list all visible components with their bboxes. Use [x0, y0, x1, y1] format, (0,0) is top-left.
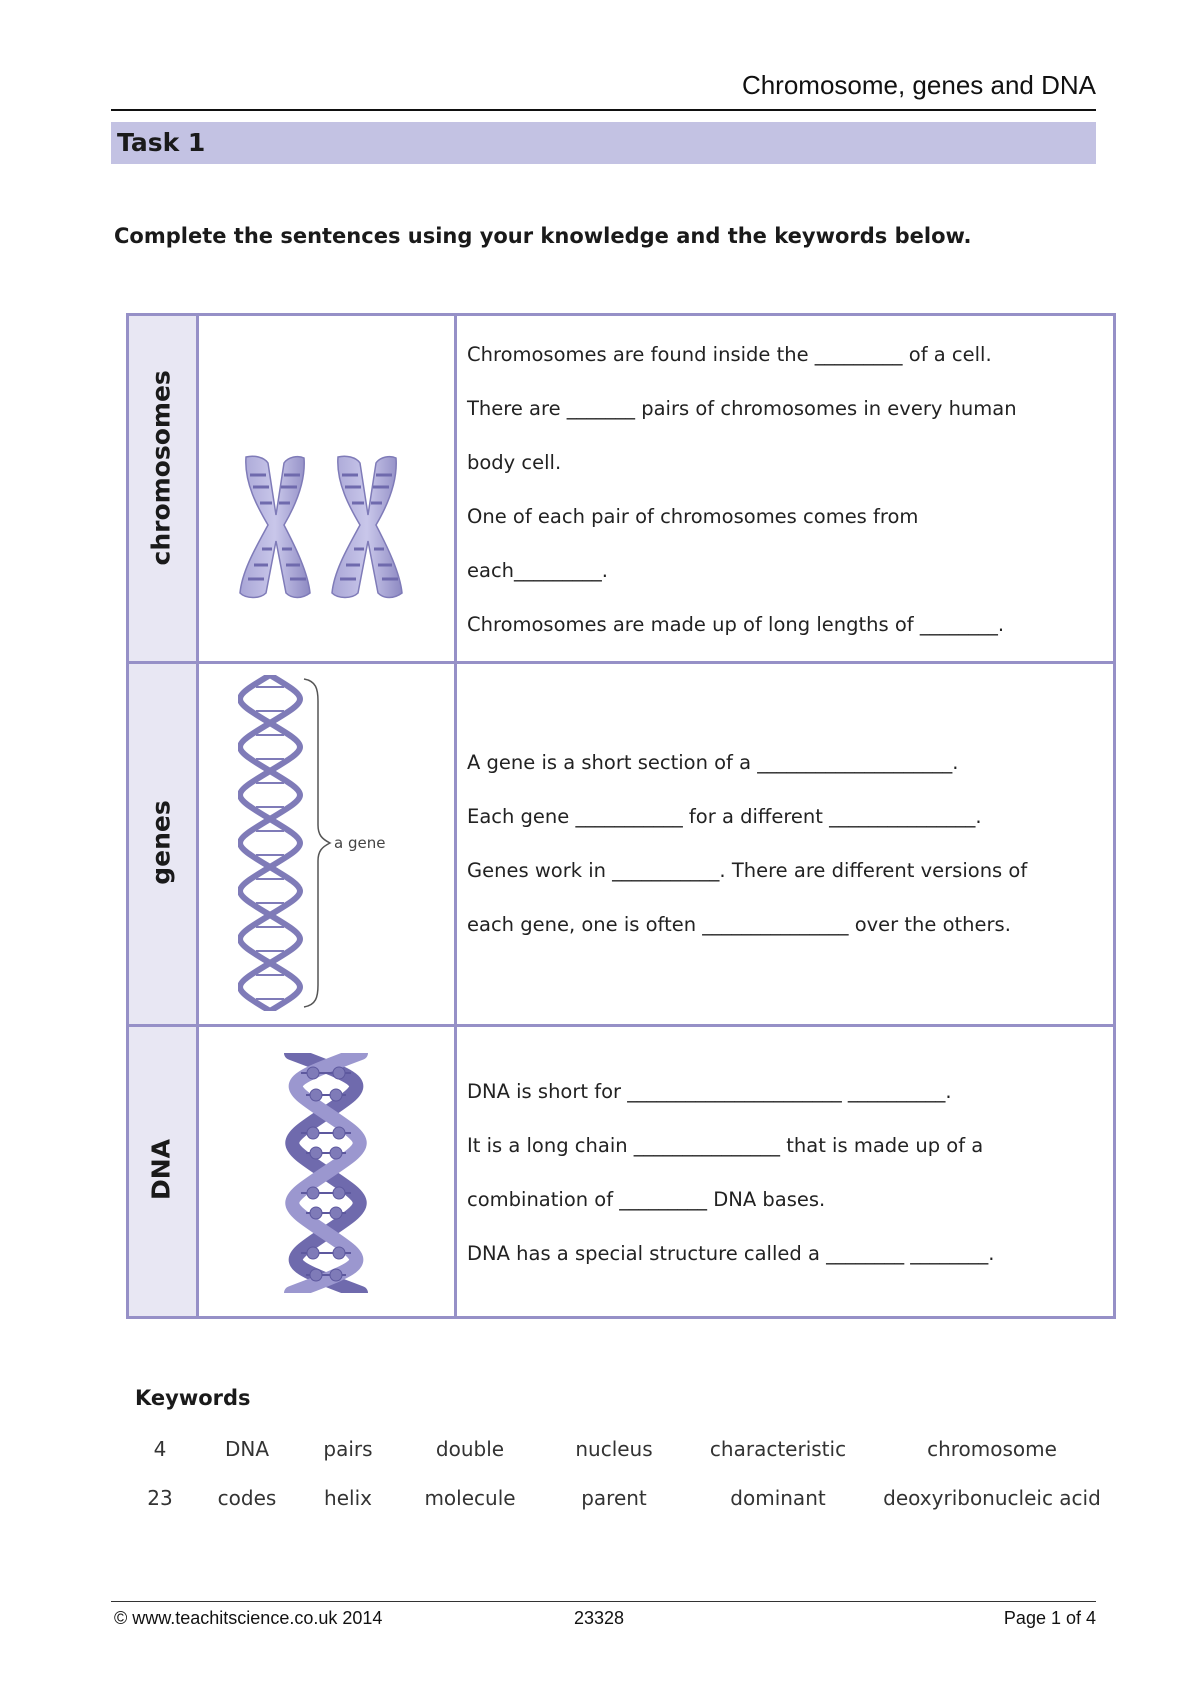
keyword: 23	[147, 1486, 173, 1510]
chromosome-left	[240, 456, 310, 597]
keyword: DNA	[224, 1437, 270, 1461]
dna-strand-with-gene-bracket	[238, 675, 398, 1011]
sentence-line: each_________.	[467, 559, 608, 582]
keywords-row-1	[0, 1437, 1200, 1467]
keyword: molecule	[424, 1486, 516, 1510]
keyword: codes	[217, 1486, 277, 1510]
keyword: parent	[581, 1486, 647, 1510]
keyword: pairs	[323, 1437, 373, 1461]
sentence-line: each gene, one is often _______________ over the others.	[467, 913, 1011, 936]
keyword: chromosome	[927, 1437, 1057, 1461]
chromosome-right	[332, 456, 402, 597]
genes-sentences	[467, 736, 1027, 952]
dna-sentences	[467, 1065, 995, 1281]
sentence-line: Chromosomes are found inside the _________ of a cell.	[467, 343, 992, 366]
sentence-line: DNA is short for ______________________ __________.	[467, 1080, 952, 1103]
keyword: double	[435, 1437, 505, 1461]
chromosomes-sentences	[467, 328, 1017, 652]
document-title: Chromosome, genes and DNA	[741, 70, 1096, 100]
sentence-line: Chromosomes are made up of long lengths of ________.	[467, 613, 1005, 636]
keywords-row-2	[0, 1486, 1200, 1516]
column-divider	[196, 313, 199, 1319]
gene-caption: a gene	[334, 834, 386, 852]
keyword: characteristic	[709, 1437, 847, 1461]
row-label-chromosomes: chromosomes	[146, 370, 176, 566]
task-heading-bar	[111, 122, 1096, 164]
footer-page-number: Page 1 of 4	[1003, 1608, 1096, 1628]
row-divider	[126, 661, 1116, 664]
column-divider	[454, 313, 457, 1319]
sentence-line: It is a long chain _______________ that is made up of a	[467, 1134, 984, 1157]
task-title: Task 1	[117, 128, 206, 157]
footer-copyright: © www.teachitscience.co.uk 2014	[114, 1608, 383, 1628]
gene-bracket	[304, 679, 330, 1007]
dna-double-helix-illustration	[271, 1053, 381, 1293]
sentence-line: There are _______ pairs of chromosomes in every human	[467, 397, 1017, 420]
keyword: dominant	[730, 1486, 826, 1510]
sentence-line: combination of _________ DNA bases.	[467, 1188, 826, 1211]
sentence-line: body cell.	[467, 451, 562, 474]
sentence-line: Genes work in ___________. There are different versions of	[467, 859, 1028, 882]
sentence-line: A gene is a short section of a ____________________.	[467, 751, 959, 774]
table-border	[1113, 313, 1116, 1319]
row-label-dna: DNA	[146, 1138, 176, 1201]
dna-strand	[240, 675, 300, 1011]
sentence-line: Each gene ___________ for a different _______________.	[467, 805, 982, 828]
footer-divider	[111, 1601, 1096, 1602]
keyword: deoxyribonucleic acid	[883, 1486, 1101, 1510]
table-border	[126, 313, 129, 1319]
table-border	[126, 313, 1116, 316]
chromosome-pair-illustration	[224, 453, 424, 603]
keyword: 4	[153, 1437, 167, 1461]
table-border	[126, 1316, 1116, 1319]
keywords-heading: Keywords	[135, 1386, 251, 1410]
sentence-line: One of each pair of chromosomes comes from	[467, 505, 919, 528]
footer-resource-code: 23328	[574, 1608, 625, 1628]
row-label-genes: genes	[146, 800, 176, 885]
task-instruction: Complete the sentences using your knowledge and the keywords below.	[114, 224, 972, 248]
sentence-line: DNA has a special structure called a ________ ________.	[467, 1242, 995, 1265]
row-divider	[126, 1024, 1116, 1027]
header-divider	[111, 109, 1096, 111]
keyword: nucleus	[575, 1437, 653, 1461]
keyword: helix	[324, 1486, 372, 1510]
